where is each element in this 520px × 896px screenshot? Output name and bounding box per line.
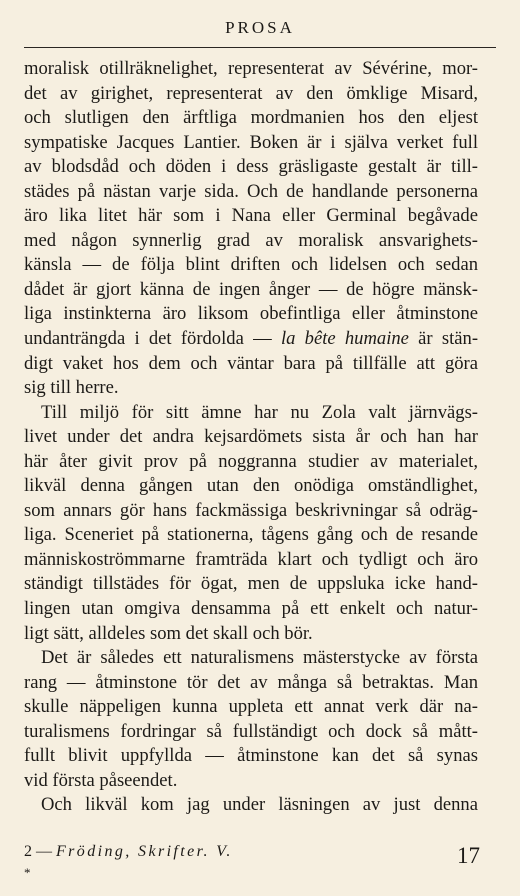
text-line: [24, 155, 478, 180]
text-line: [24, 499, 478, 524]
text-segment: av blodsdåd och döden i dess gräsligaste gestalt är till-: [24, 156, 478, 178]
text-line: [24, 204, 478, 229]
text-line: [24, 253, 478, 278]
text-segment: med någon synnerlig grad av moralisk ansvarighets-: [24, 229, 478, 251]
text-segment: människoströmmarne framträda klart och tydligt och äro: [24, 548, 478, 570]
text-segment: lingen utan omgiva densamma på ett enkelt och natur-: [24, 598, 478, 620]
text-segment: dådet är gjort känna de ingen ånger — de högre mänsk-: [24, 278, 478, 300]
text-segment: liga. Sceneriet på stationerna, tågens gång och de resande: [24, 524, 478, 546]
text-segment: som annars gör hans fackmässiga beskrivningar så odräg-: [24, 499, 478, 521]
text-line: [24, 720, 478, 745]
header-rule: [24, 47, 496, 48]
text-segment: skulle näppeligen kunna uppleta ett annat verk där na-: [24, 696, 478, 718]
text-line: [24, 548, 478, 573]
text-line: [24, 646, 478, 671]
body-text: [24, 57, 478, 818]
text-segment: det av girighet, representerat av den ömklige Misard,: [24, 82, 478, 104]
text-line: [24, 597, 478, 622]
text-segment: Och likväl kom jag under läsningen av just denna: [41, 794, 478, 816]
text-segment: undanträngda i det fördolda —: [24, 328, 281, 350]
text-line: [24, 229, 478, 254]
text-segment: turalismens fordringar så fullständigt och dock så mått-: [24, 720, 478, 742]
text-segment: digt vaket hos dem och väntar bara på tillfälle att göra: [24, 352, 478, 374]
text-line: [24, 450, 478, 475]
page-number: 17: [457, 843, 480, 868]
text-segment: livet under det andra kejsardömets sista år och han har: [24, 426, 478, 448]
text-segment: sympatiske Jacques Lantier. Boken är i själva verket full: [24, 131, 478, 153]
text-segment: likväl denna gången utan den onödiga omständlighet,: [24, 475, 478, 497]
text-line: [24, 769, 478, 794]
text-line: [24, 622, 478, 647]
text-segment: Det är således ett naturalismens mästerstycke av första: [41, 647, 478, 669]
text-segment: ligt sätt, alldeles som det skall och bör.: [24, 622, 313, 644]
text-segment: Till miljö för sitt ämne har nu Zola valt järnvägs-: [41, 401, 478, 423]
text-line: [24, 180, 478, 205]
text-segment: liga instinkterna äro liksom obefintliga eller åtminstone: [24, 303, 478, 325]
text-segment: moralisk otillräknelighet, representerat av Sévérine, mor-: [24, 58, 478, 79]
text-line: [24, 401, 478, 426]
text-line: [24, 57, 478, 82]
signature-number: 2: [24, 843, 32, 860]
text-line: [24, 425, 478, 450]
text-line: [24, 106, 478, 131]
text-line: [24, 671, 478, 696]
text-line: [24, 352, 478, 377]
signature-line: [24, 843, 233, 861]
signature-dash: —: [32, 843, 56, 860]
text-line: [24, 695, 478, 720]
text-line: [24, 523, 478, 548]
text-segment: städes på nästan varje sida. Och de handlande personerna: [24, 180, 478, 202]
text-line: [24, 376, 478, 401]
signature-title: Fröding, Skrifter. V.: [56, 843, 233, 860]
text-segment: och slutligen den ärftliga mordmanien hos den eljest: [24, 107, 478, 129]
text-segment: ständigt tillstädes för ögat, men de uppsluka icke hand-: [24, 573, 478, 595]
text-segment: känsla — de följa blint driften och lidelsen och sedan: [24, 254, 478, 276]
text-line: [24, 744, 478, 769]
text-segment: här åter givit prov på noggranna studier av materialet,: [24, 450, 478, 472]
text-line: [24, 82, 478, 107]
text-segment: rang — åtminstone tör det av många så betraktas. Man: [24, 671, 478, 693]
text-segment: sig till herre.: [24, 377, 119, 399]
text-segment: äro lika litet här som i Nana eller Germinal begåvade: [24, 205, 478, 227]
text-line: [24, 327, 478, 352]
text-segment: är stän-: [408, 328, 479, 350]
signature-asterisk: *: [24, 865, 31, 880]
text-line: [24, 572, 478, 597]
text-segment: fullt blivit uppfyllda — åtminstone kan det så synas: [24, 745, 478, 767]
page-footer: [24, 843, 480, 883]
italic-phrase: la bête humaine: [280, 328, 409, 350]
text-line: [24, 474, 478, 499]
text-line: [24, 302, 478, 327]
text-segment: vid första påseendet.: [24, 769, 178, 791]
text-line: [24, 278, 478, 303]
text-line: [24, 793, 478, 818]
running-header: PROSA: [225, 18, 295, 37]
text-line: [24, 131, 478, 156]
